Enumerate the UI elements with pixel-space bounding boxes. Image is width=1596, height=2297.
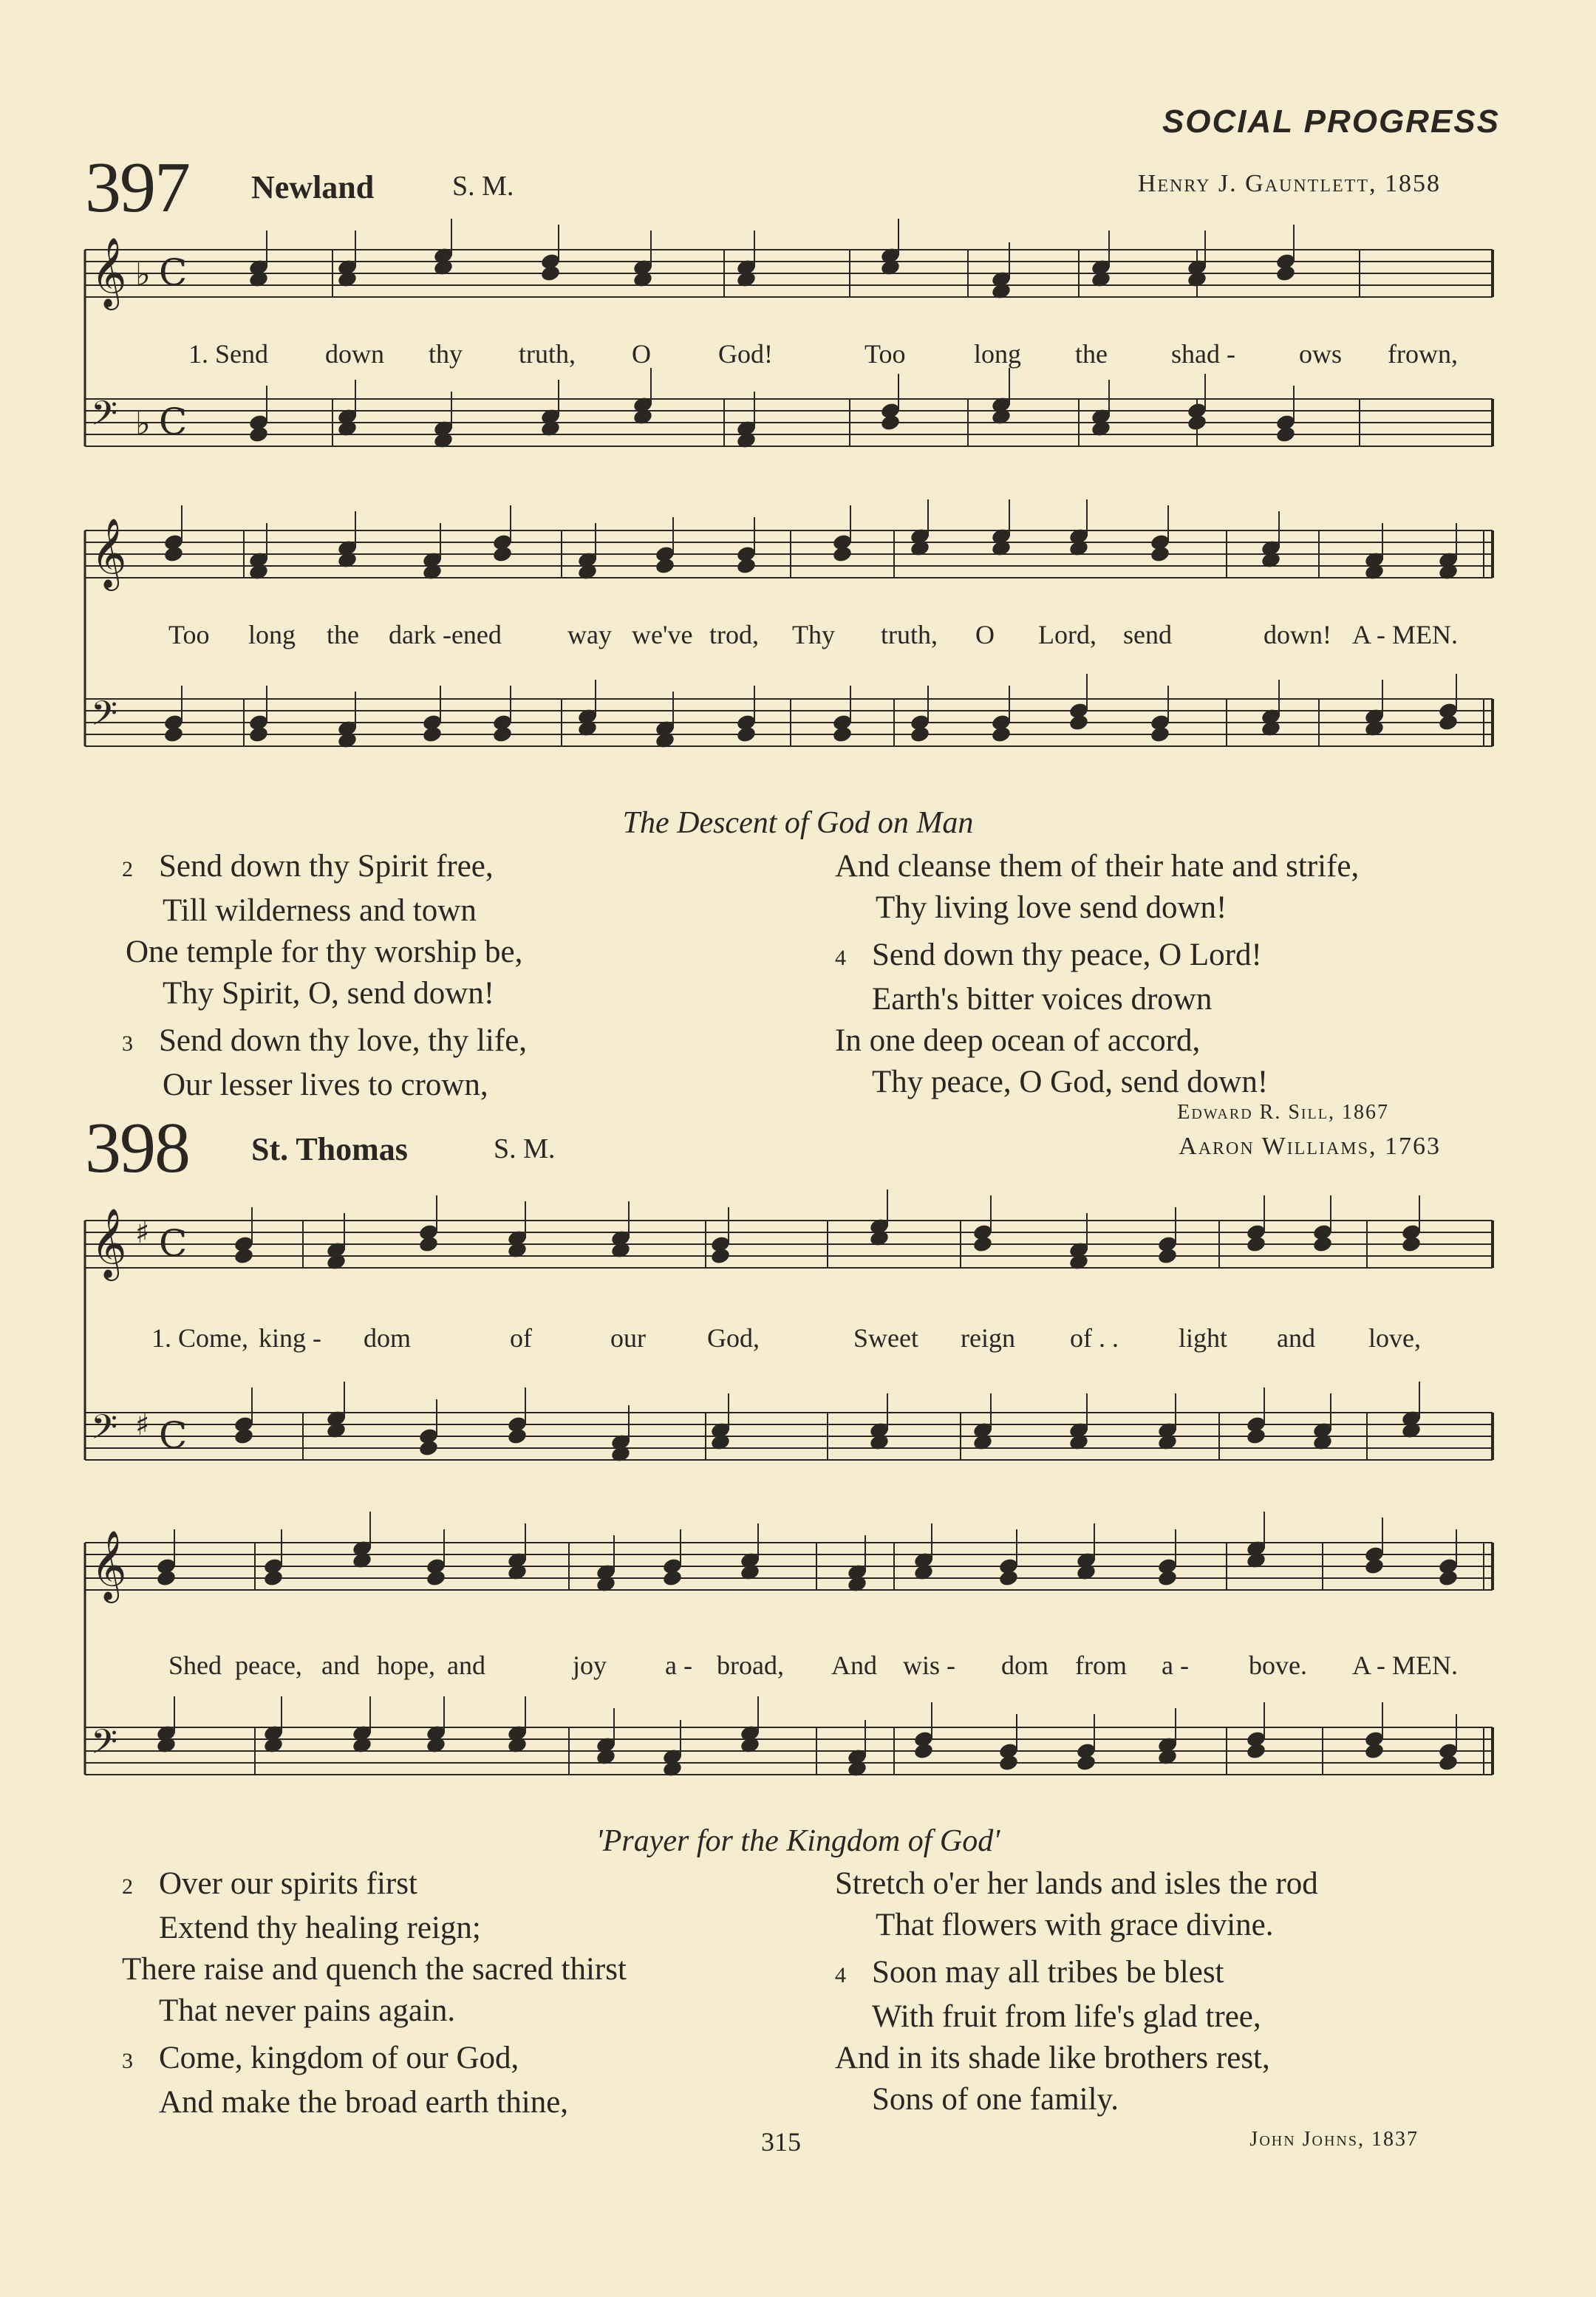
note-head xyxy=(263,1569,284,1587)
lyric-syllable: a - xyxy=(665,1651,692,1680)
lyric-syllable: send xyxy=(1123,620,1172,649)
note-head xyxy=(910,725,931,743)
bass-clef: 𝄢 xyxy=(91,1722,118,1770)
note-head xyxy=(998,1569,1020,1587)
lyric-syllable: broad, xyxy=(717,1651,784,1680)
note-head xyxy=(163,725,185,743)
lyric-syllable: Thy xyxy=(792,620,835,649)
lyric-syllable: 1. Send xyxy=(188,339,268,369)
note-head xyxy=(248,725,270,743)
note-head xyxy=(1364,1557,1385,1575)
verse-line: 3 Send down thy love, thy life, xyxy=(122,1023,528,1058)
lyric-syllable: dark -ened xyxy=(389,620,502,649)
verse-line: Till wilderness and town xyxy=(163,893,477,928)
verse-column-left xyxy=(122,846,824,1106)
verse-line: 2 Send down thy Spirit free, xyxy=(122,849,494,884)
verse-line: 4 Send down thy peace, O Lord! xyxy=(835,938,1262,972)
lyric-syllable: down! xyxy=(1264,620,1331,649)
lyric-syllable: and xyxy=(447,1651,485,1680)
lyric-syllable: O xyxy=(975,620,995,649)
note-head xyxy=(1275,425,1297,443)
time-signature: C xyxy=(159,1222,188,1265)
lyrics-line xyxy=(0,338,1596,375)
note-head xyxy=(1187,413,1208,431)
note-head xyxy=(422,725,443,743)
note-head xyxy=(662,1569,683,1587)
verse-column-right xyxy=(835,1863,1537,2120)
verse-line: Stretch o'er her lands and isles the rod xyxy=(835,1866,1318,1901)
note-head xyxy=(998,1753,1020,1772)
verse-line: Thy peace, O God, send down! xyxy=(872,1065,1269,1099)
note-head xyxy=(736,556,757,575)
verse-line: And make the broad earth thine, xyxy=(159,2085,569,2120)
author-credit: Edward R. Sill, 1867 xyxy=(1177,1101,1389,1124)
tune-name: Newland xyxy=(251,169,375,205)
note-head xyxy=(1312,1235,1334,1253)
verse-line: With fruit from life's glad tree, xyxy=(872,1999,1261,2034)
note-head xyxy=(1364,1741,1385,1760)
lyrics-line xyxy=(0,1322,1596,1359)
note-head xyxy=(991,725,1012,743)
lyric-syllable: dom xyxy=(364,1323,412,1353)
lyric-syllable: the xyxy=(327,620,359,649)
hymn-number: 397 xyxy=(85,148,189,228)
lyric-syllable: Too xyxy=(168,620,210,649)
note-head xyxy=(1246,1235,1267,1253)
note-head xyxy=(492,545,514,563)
lyric-syllable: ows xyxy=(1299,339,1343,369)
lyric-syllable: joy xyxy=(573,1651,607,1680)
time-signature: C xyxy=(159,400,188,443)
time-signature: C xyxy=(159,1414,188,1457)
treble-clef: 𝄞 xyxy=(91,237,127,307)
note-head xyxy=(1157,1246,1179,1265)
hymn-subtitle: 'Prayer for the Kingdom of God' xyxy=(596,1824,1000,1858)
note-head xyxy=(233,1246,255,1265)
lyric-syllable: Sweet xyxy=(853,1323,918,1353)
lyric-syllable: of xyxy=(510,1323,532,1353)
key-signature: ♯ xyxy=(135,1216,150,1250)
verse-line: Thy Spirit, O, send down! xyxy=(163,976,495,1011)
note-head xyxy=(880,413,901,431)
note-head xyxy=(1150,725,1171,743)
lyric-syllable: long xyxy=(248,620,296,649)
verse-line: That flowers with grace divine. xyxy=(876,1908,1274,1942)
composer-credit: Henry J. Gauntlett, 1858 xyxy=(1137,170,1441,197)
note-head xyxy=(1150,545,1171,563)
lyric-syllable: love, xyxy=(1368,1323,1421,1353)
verse-line: One temple for thy worship be, xyxy=(126,935,523,969)
bass-clef: 𝄢 xyxy=(91,694,118,742)
verse-line: That never pains again. xyxy=(159,1993,456,2028)
verse-line: Our lesser lives to crown, xyxy=(163,1068,488,1102)
verse-line: There raise and quench the sacred thirst xyxy=(122,1952,627,1987)
page-number: 315 xyxy=(761,2127,801,2157)
lyrics-line xyxy=(0,1650,1596,1687)
lyric-syllable: hope, xyxy=(377,1651,435,1680)
note-head xyxy=(492,725,514,743)
note-head xyxy=(426,1569,447,1587)
note-head xyxy=(1157,1569,1179,1587)
time-signature: C xyxy=(159,251,188,294)
verse-line: 2 Over our spirits first xyxy=(122,1866,417,1901)
lyric-syllable: the xyxy=(1075,339,1108,369)
tune-name: St. Thomas xyxy=(251,1131,408,1167)
lyric-syllable: A - MEN. xyxy=(1352,1651,1458,1680)
lyric-syllable: O xyxy=(632,339,651,369)
lyric-syllable: shad - xyxy=(1171,339,1235,369)
bass-clef: 𝄢 xyxy=(91,394,118,442)
lyric-syllable: down xyxy=(325,339,384,369)
verse-line: Extend thy healing reign; xyxy=(159,1911,481,1945)
note-head xyxy=(507,1427,528,1445)
hymn-subtitle: The Descent of God on Man xyxy=(622,806,974,840)
lyric-syllable: And xyxy=(831,1651,877,1680)
note-head xyxy=(736,725,757,743)
verse-column-left xyxy=(122,1863,824,2123)
note-head xyxy=(540,264,562,282)
lyric-syllable: wis - xyxy=(903,1651,955,1680)
lyric-syllable: thy xyxy=(429,339,463,369)
note-head xyxy=(1438,1569,1459,1587)
lyric-syllable: God! xyxy=(718,339,773,369)
verse-column-right xyxy=(835,846,1537,1103)
lyric-syllable: bove. xyxy=(1249,1651,1307,1680)
lyrics-line xyxy=(0,619,1596,656)
note-head xyxy=(418,1438,440,1457)
key-signature: ♭ xyxy=(135,256,151,293)
lyric-syllable: peace, xyxy=(235,1651,302,1680)
lyric-syllable: way xyxy=(567,620,612,649)
key-signature: ♯ xyxy=(135,1408,150,1442)
verse-line: And in its shade like brothers rest, xyxy=(835,2041,1270,2075)
lyric-syllable: truth, xyxy=(519,339,576,369)
treble-clef: 𝄞 xyxy=(91,1208,127,1278)
note-head xyxy=(972,1235,994,1253)
section-title: SOCIAL PROGRESS xyxy=(1162,103,1500,140)
lyric-syllable: reign xyxy=(961,1323,1015,1353)
note-head xyxy=(1401,1235,1422,1253)
lyric-syllable: dom xyxy=(1001,1651,1049,1680)
verse-line: 3 Come, kingdom of our God, xyxy=(122,2041,519,2075)
lyric-syllable: light xyxy=(1179,1323,1228,1353)
note-head xyxy=(832,725,853,743)
key-signature: ♭ xyxy=(135,405,151,443)
note-head xyxy=(1246,1741,1267,1760)
verse-line: In one deep ocean of accord, xyxy=(835,1023,1201,1058)
lyric-syllable: king - xyxy=(259,1323,321,1353)
note-head xyxy=(1438,713,1459,731)
note-head xyxy=(1438,1753,1459,1772)
verse-line: Sons of one family. xyxy=(872,2082,1119,2117)
verse-line: Thy living love send down! xyxy=(876,890,1227,925)
lyric-syllable: and xyxy=(321,1651,360,1680)
note-head xyxy=(248,425,270,443)
lyric-syllable: Shed xyxy=(168,1651,222,1680)
lyric-syllable: Too xyxy=(864,339,906,369)
lyric-syllable: truth, xyxy=(881,620,938,649)
note-head xyxy=(832,545,853,563)
lyric-syllable: trod, xyxy=(709,620,759,649)
verse-line: Earth's bitter voices drown xyxy=(872,982,1213,1017)
lyric-syllable: 1. Come, xyxy=(151,1323,248,1353)
note-head xyxy=(163,545,185,563)
composer-credit: Aaron Williams, 1763 xyxy=(1179,1133,1441,1160)
note-head xyxy=(156,1569,177,1587)
note-head xyxy=(233,1427,255,1445)
lyric-syllable: long xyxy=(974,339,1022,369)
author-credit: John Johns, 1837 xyxy=(1249,2128,1419,2151)
lyric-syllable: and xyxy=(1277,1323,1315,1353)
note-head xyxy=(418,1235,440,1253)
lyric-syllable: A - MEN. xyxy=(1352,620,1458,649)
bass-clef: 𝄢 xyxy=(91,1407,118,1455)
verse-line: And cleanse them of their hate and strife, xyxy=(835,849,1360,884)
lyric-syllable: Lord, xyxy=(1038,620,1097,649)
lyric-syllable: our xyxy=(610,1323,646,1353)
treble-clef: 𝄞 xyxy=(91,518,127,588)
meter: S. M. xyxy=(494,1133,556,1164)
lyric-syllable: God, xyxy=(707,1323,760,1353)
note-head xyxy=(655,556,676,575)
lyric-syllable: of . . xyxy=(1070,1323,1119,1353)
note-head xyxy=(1068,713,1090,731)
treble-clef: 𝄞 xyxy=(91,1530,127,1600)
note-head xyxy=(913,1741,935,1760)
hymn-number: 398 xyxy=(85,1108,189,1188)
verse-line: 4 Soon may all tribes be blest xyxy=(835,1955,1224,1990)
meter: S. M. xyxy=(452,171,514,202)
lyric-syllable: a - xyxy=(1162,1651,1189,1680)
note-head xyxy=(1246,1427,1267,1445)
note-head xyxy=(1076,1753,1097,1772)
note-head xyxy=(710,1246,732,1265)
note-head xyxy=(1275,264,1297,282)
lyric-syllable: from xyxy=(1075,1651,1127,1680)
lyric-syllable: we've xyxy=(632,620,693,649)
lyric-syllable: frown, xyxy=(1388,339,1458,369)
